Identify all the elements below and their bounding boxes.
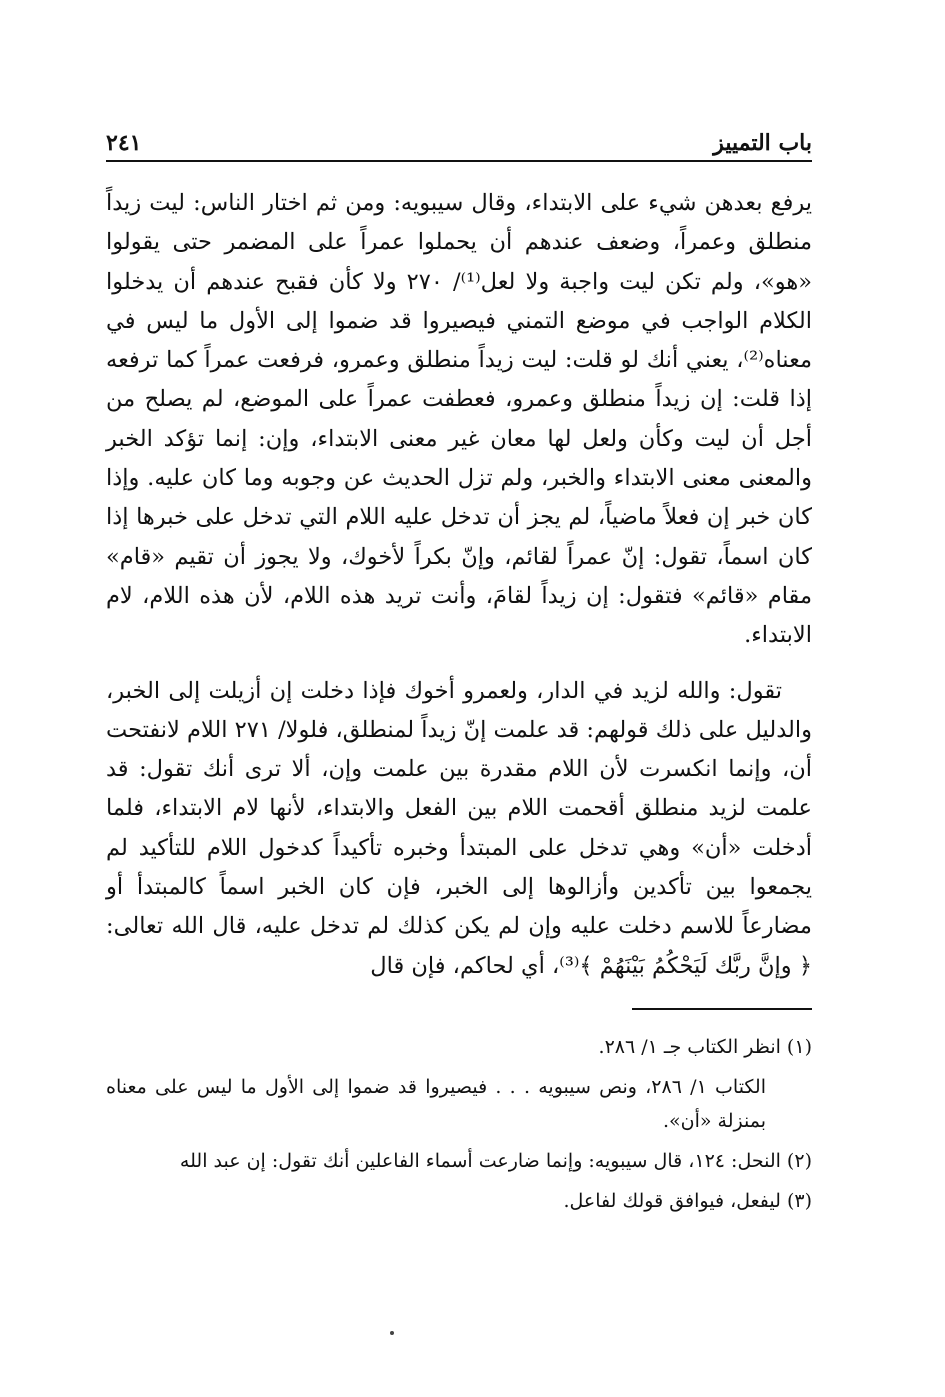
print-dot <box>390 1331 394 1335</box>
footnote-1-continuation: الكتاب ١/ ٢٨٦، ونص سيبويه . . . فيصيروا قد ضموا إلى الأول ما ليس على معناه بمنزلة «أن». <box>106 1075 766 1132</box>
book-page <box>106 120 812 1360</box>
running-header <box>106 120 812 162</box>
page-number: ٢٤١ <box>106 130 142 156</box>
footnote-3: (٣) ليفعل، فيوافق قولك لفاعل. <box>563 1189 812 1212</box>
footnote-divider <box>632 1008 812 1010</box>
footnotes <box>106 1030 812 1218</box>
chapter-title: باب التمييز <box>713 130 812 156</box>
paragraph-2: تقول: والله لزيد في الدار، ولعمرو أخوك فإذا دخلت إن أزيلت إلى الخبر، والدليل على ذلك قولهم: قد علمت إنّ زيداً لمنطلق، فلولا/ ٢٧١ اللام لانفتحت أن، وإنما انكسرت لأن اللام مقدرة بين علمت وإن، ألا ترى أنك تقول: قد علمت لزيد منطلق أقحمت اللام بين الفعل والابتداء، لأنها لام الابتداء، فلما أدخلت «أن» وهي تدخل على المبتدأ وخبره تأكيداً كدخول اللام للتأكيد لم يجمعوا بين تأكدين وأزالوها إلى الخبر، فإن كان الخبر اسماً كالمبتدأ أو مضارعاً للاسم دخلت عليه وإن لم يكن كذلك لم تدخل عليه، قال الله تعالى: ﴿ وإنَّ ربَّك لَيَحْكُمُ بَيْنَهُمْ ﴾⁽³⁾، أي لحاكم، فإن قال <box>106 677 812 979</box>
footnote-1: (١) انظر الكتاب جـ ١/ ٢٨٦. <box>598 1035 812 1058</box>
footnote-2: (٢) النحل: ١٢٤، قال سيبويه: وإنما ضارعت أسماء الفاعلين أنك تقول: إن عبد الله <box>179 1149 812 1172</box>
main-text <box>106 184 812 986</box>
paragraph-1: يرفع بعدهن شيء على الابتداء، وقال سيبويه: ومن ثم اختار الناس: ليت زيداً منطلق وعمراً، وضعف عندهم أن يحملوا عمراً على المضمر حتى يقولوا «هو»، ولم تكن ليت واجبة ولا لعل⁽¹⁾/ ٢٧٠ ولا كأن فقبح عندهم أن يدخلوا الكلام الواجب في موضع التمني فيصيروا قد ضموا إلى الأول ما ليس في معناه⁽²⁾، يعني أنك لو قلت: ليت زيداً منطلق وعمرو، فرفعت عمراً كما ترفعه إذا قلت: إن زيداً منطلق وعمرو، فعطفت عمراً على الموضع، لم يصلح من أجل أن ليت وكأن ولعل لها معان غير معنى الابتداء، وإن: إنما تؤكد الخبر والمعنى معنى الابتداء والخبر، ولم تزل الحديث عن وجوبه وما كان عليه. وإذا كان خبر إن فعلاً ماضياً، لم يجز أن تدخل عليه اللام التي تدخل على خبرها إذا كان اسماً، تقول: إنّ عمراً لقائم، وإنّ بكراً لأخوك، ولا يجوز أن تقيم «قام» مقام «قائم» فتقول: إن زيداً لقامَ، وأنت تريد هذه اللام، لأن هذه اللام، لام الابتداء. <box>106 190 812 649</box>
